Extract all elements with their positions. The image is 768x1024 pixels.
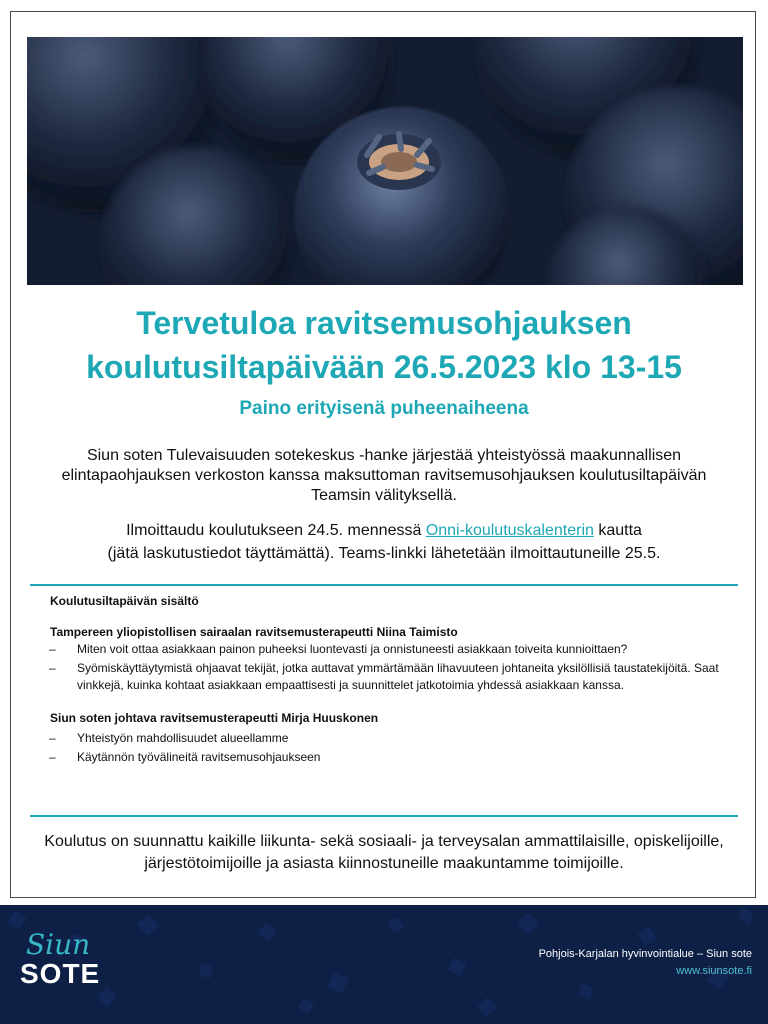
registration-text-after: kautta bbox=[593, 522, 642, 539]
registration-text-before: Ilmoittaudu koulutukseen 24.5. mennessä bbox=[126, 522, 426, 539]
title-line-1: Tervetuloa ravitsemusohjauksen bbox=[136, 305, 632, 341]
organisation-name: Pohjois-Karjalan hyvinvointialue – Siun sote bbox=[538, 948, 752, 960]
hero-image bbox=[27, 37, 743, 285]
list-item bbox=[50, 641, 730, 658]
logo-wordmark: SOTE bbox=[20, 958, 101, 989]
speaker-1-heading: Tampereen yliopistollisen sairaalan ravitsemusterapeutti Niina Taimisto bbox=[50, 625, 458, 639]
dash-bullet: – bbox=[49, 750, 56, 764]
divider-bottom bbox=[30, 815, 738, 817]
speaker-1-list bbox=[50, 641, 730, 694]
dash-bullet: – bbox=[49, 642, 56, 656]
list-item-text: Yhteistyön mahdollisuudet alueellamme bbox=[77, 731, 289, 745]
onni-calendar-link[interactable]: Onni-koulutuskalenterin bbox=[425, 522, 594, 539]
intro-paragraph: Siun soten Tulevaisuuden sotekeskus -hanke järjestää yhteistyössä maakunnallisen elintapaohjauksen verkoston kanssa maksuttoman ravitsemusohjauksen koulutusiltapäivän Teamsin välityksellä. bbox=[61, 447, 707, 504]
logo-script-text: Siun bbox=[26, 928, 91, 961]
list-item-text: Käytännön työvälineitä ravitsemusohjaukseen bbox=[77, 750, 321, 764]
program-heading: Koulutusiltapäivän sisältö bbox=[50, 594, 199, 608]
speaker-2-heading: Siun soten johtava ravitsemusterapeutti Mirja Huuskonen bbox=[50, 711, 379, 725]
title-line-2: koulutusiltapäivään 26.5.2023 klo 13-15 bbox=[86, 349, 682, 385]
program-section bbox=[50, 593, 730, 768]
divider-top bbox=[30, 584, 738, 586]
blueberries-photo bbox=[27, 37, 743, 285]
speaker-2-list bbox=[50, 730, 730, 766]
list-item-text: Miten voit ottaa asiakkaan painon puheeksi luontevasti ja onnistuneesti asiakkaan toiveita kunnioittaen? bbox=[77, 642, 628, 656]
subtitle: Paino erityisenä puheenaiheena bbox=[239, 398, 529, 419]
dash-bullet: – bbox=[49, 731, 56, 745]
list-item bbox=[50, 660, 730, 694]
registration-text-line-2: (jätä laskutustiedot täyttämättä). Teams-linkki lähetetään ilmoittautuneille 25.5. bbox=[107, 545, 661, 562]
list-item-text: Syömiskäyttäytymistä ohjaavat tekijät, jotka auttavat ymmärtämään lihavuuteen johtaneita yksilöllisiä taustatekijöitä. Saat vinkkejä, kuinka kohtaat asiakkaan empaattisesti ja suunnittelet jatkotoimia yhdessä asiakkaan kanssa. bbox=[77, 661, 719, 692]
organisation-info bbox=[539, 946, 752, 980]
list-item bbox=[50, 749, 730, 766]
registration-paragraph bbox=[34, 519, 734, 565]
list-item bbox=[50, 730, 730, 747]
dash-bullet: – bbox=[49, 661, 56, 675]
closing-paragraph: Koulutus on suunnattu kaikille liikunta- sekä sosiaali- ja terveysalan ammattilaisille, opiskelijoille, järjestötoimijoille ja asiasta kiinnostuneille maakuntamme toimijoille. bbox=[44, 833, 724, 872]
siun-sote-logo bbox=[20, 928, 130, 998]
website-link[interactable]: www.siunsote.fi bbox=[676, 965, 752, 977]
